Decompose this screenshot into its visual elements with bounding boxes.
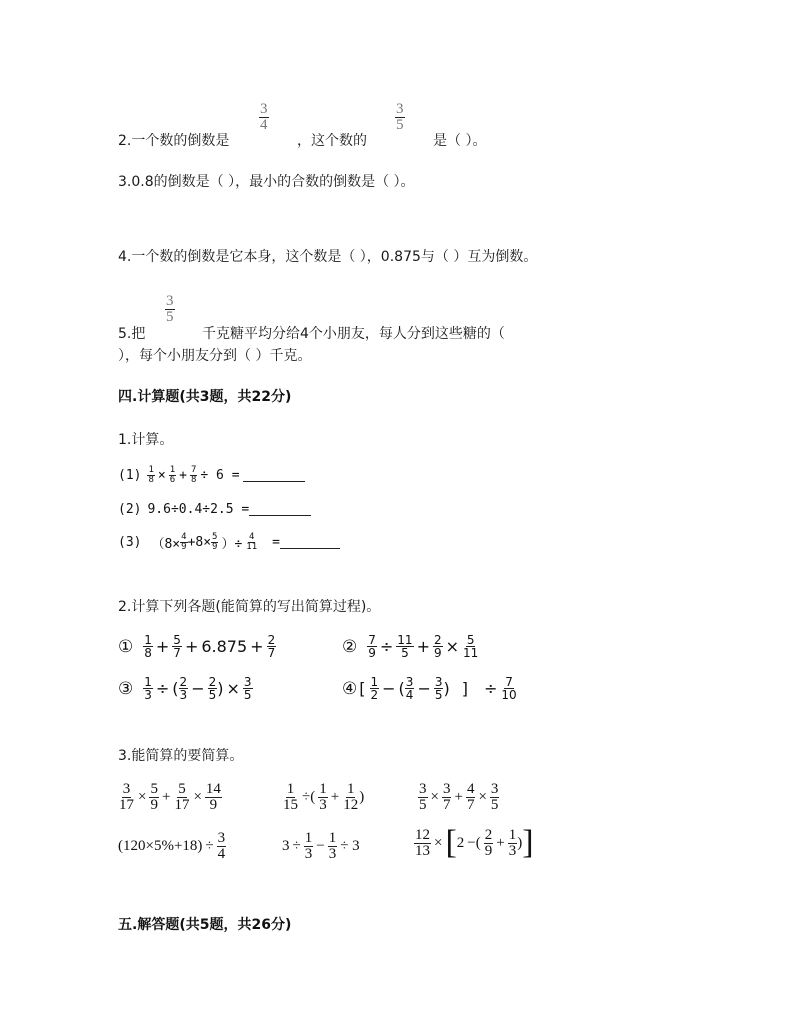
q2-number: 2. xyxy=(118,133,132,149)
section-5-title: 五.解答题(共5题，共26分) xyxy=(118,917,292,933)
calc-3-item-6: $\frac{12}{13}$ × [ 2 −( 2 9 + $\frac{1}{3}$ ) ] xyxy=(415,824,534,861)
calc-1-item-3: (3) （8× $\frac{4}{9}$ +8× $\frac{5}{9}$ ）÷ $\frac{4}{11}$ = xyxy=(118,533,340,552)
q5-text-1: 5.把 xyxy=(118,326,146,342)
calc-3-item-5: 3 ÷ $\frac{1}{3}$ − $\frac{1}{3}$ ÷ 3 xyxy=(282,830,360,862)
calc-3-item-3: $\frac{3}{5}$ × $\frac{3}{7}$ + $\frac{4}{7}$ × $\frac{3}{5}$ xyxy=(419,781,499,813)
calc-2-label-1: ① xyxy=(118,636,134,657)
q5-text-3: ），每个小朋友分到（ ）千克。 xyxy=(118,348,312,364)
calc-3-item-1: $\frac{3}{17}$ × $\frac{5}{9}$ + $\frac{5}{17}$ × $\frac{14}{9}$ xyxy=(119,781,221,813)
calc-1-label-1: (1) xyxy=(118,468,142,483)
calc-2-label-4: ④ xyxy=(342,678,358,699)
calc-1-item-1: (1) $\frac{1}{8}$ × $\frac{1}{6}$ + $\frac{7}{8}$ ÷ 6 = xyxy=(118,466,305,485)
section-4-title: 四.计算题(共3题，共22分) xyxy=(118,389,292,405)
calc-2-item-3: ③ $\frac{1}{3}$ ÷ ( 2 3 − $\frac{2}{5}$ ) × $\frac{3}{5}$ xyxy=(118,675,252,702)
calc-2-item-2: ② $\frac{7}{9}$ ÷ $\frac{11}{5}$ + $\frac{2}{9}$ × $\frac{5}{11}$ xyxy=(342,633,479,660)
calc-1-label-3: (3) xyxy=(118,535,142,550)
calc-2-label-3: ③ xyxy=(118,678,134,699)
calc-2-item-4: ④ [ 1 2 − ( 3 4 − $\frac{3}{5}$ ) ] ÷ $\frac{7}{10}$ xyxy=(342,675,517,702)
q5-fraction: $\frac{3}{5}$ xyxy=(166,293,174,325)
calc-1-title: 1.计算。 xyxy=(118,432,174,448)
q2-fraction-2: $\frac{3}{5}$ xyxy=(396,101,404,133)
question-4: 4.一个数的倒数是它本身，这个数是（ ），0.875与（ ）互为倒数。 xyxy=(118,249,538,265)
calc-2-item-1: ① 1 8 + $\frac{5}{7}$ + 6.875 + $\frac{2}{7}$ xyxy=(118,633,276,660)
calc-2-label-2: ② xyxy=(342,636,358,657)
q2-text-1: 一个数的倒数是 xyxy=(131,133,230,149)
q5-text-2: 千克糖平均分给4个小朋友，每人分到这些糖的（ xyxy=(202,326,505,342)
calc-1-label-2: (2) xyxy=(118,502,142,517)
calc-3-title: 3.能简算的要简算。 xyxy=(118,748,244,764)
question-3: 3.0.8的倒数是（ ），最小的合数的倒数是（ ）。 xyxy=(118,174,415,190)
q2-fraction-1: $\frac{3}{4}$ xyxy=(260,101,268,133)
calc-3-item-4: (120×5%+18) ÷ $\frac{3}{4}$ xyxy=(118,830,226,862)
calc-1-item-2: (2) 9.6÷0.4÷2.5 = xyxy=(118,502,311,517)
q2-text-2: ，这个数的 xyxy=(297,133,367,149)
calc-2-title: 2.计算下列各题(能简算的写出简算过程)。 xyxy=(118,599,381,615)
question-2 xyxy=(118,130,229,150)
calc-3-item-2: $\frac{1}{15}$ ÷( 1 3 + $\frac{1}{12}$ ) xyxy=(283,781,365,813)
q2-text-3: 是（ ）。 xyxy=(433,133,487,149)
